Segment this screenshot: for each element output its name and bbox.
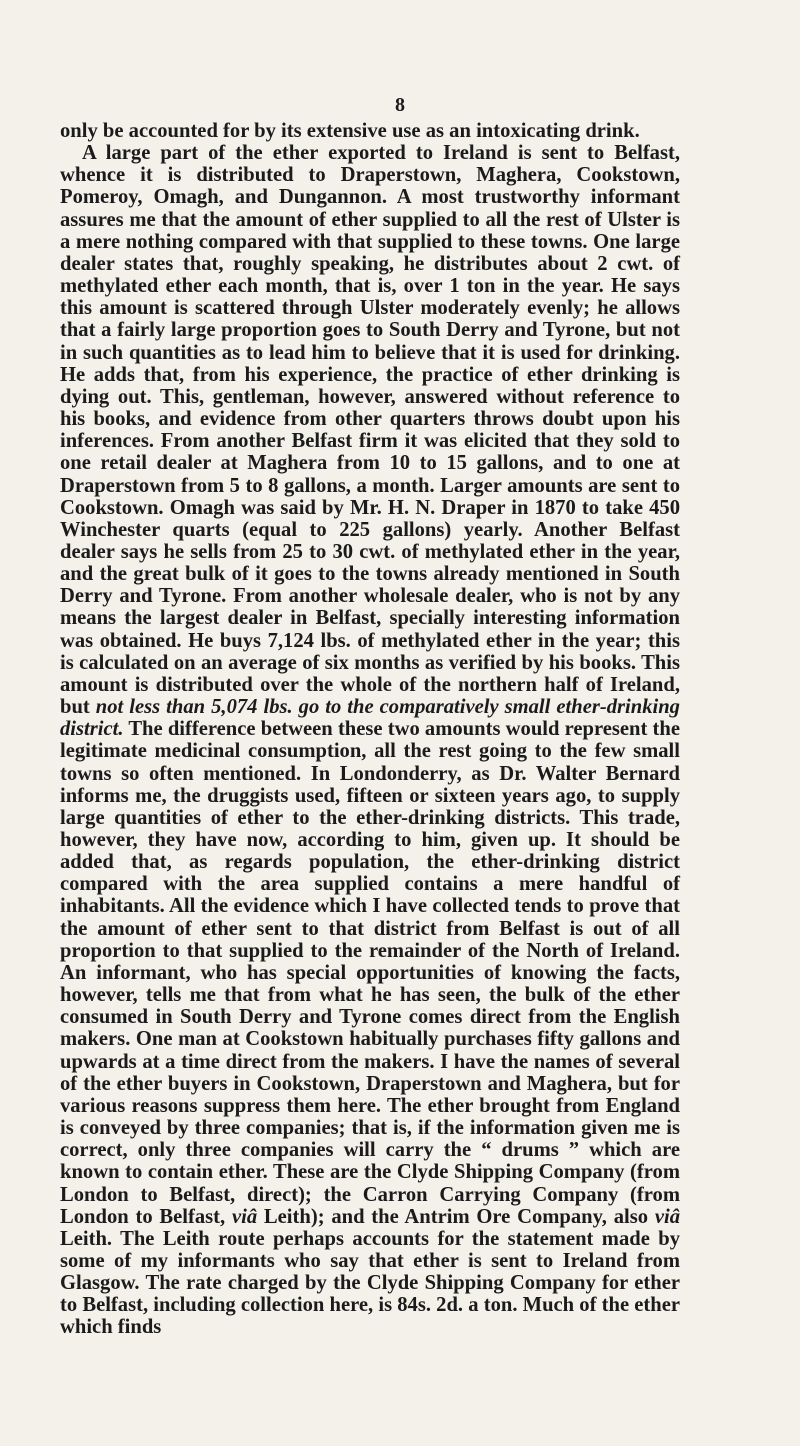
text-segment: A large part of the ether exported to Ireland is sent to Belfast, whence it is distributed to Draperstown, Maghera, Cookstown, Pomeroy, Omagh, and Dungannon. A most trustworthy informant assures me that the amount of ether supplied to all the rest of Ulster is a mere nothing compared with that supplied to these towns. One large dealer states that, roughly speaking, he distributes about 2 cwt. of methylated ether each month, that is, over 1 ton in the year. He says this amount is scattered through Ulster moderately evenly; he allows that a fairly large proportion goes to South Derry and Tyrone, but not in such quantities as to lead him to believe that it is used for drinking. He adds that, from his experience, the practice of ether drinking is dying out. This, gentleman, however, answered without reference to his books, and evidence from other quarters throws doubt upon his inferences. From another Belfast firm it was elicited that they sold to one retail dealer at Maghera from 10 to 15 gallons, and to one at Draperstown from 5 to 8 gallons, a month. Larger amounts are sent to Cookstown. Omagh was said by Mr. H. N. Draper in 1870 to take 450 Winchester quarts (equal to 225 gallons) yearly. Another Belfast dealer says he sells from 25 to 30 cwt. of methylated ether in the year, and the great bulk of it goes to the towns already mentioned in South Derry and Tyrone. From another wholesale dealer, who is not by any means the largest dealer in Belfast, specially interesting information was obtained. He buys 7,124 lbs. of methylated ether in the year; this is calculated on an average of six months as verified by his books. This amount is distributed over the whole of the northern half of Ireland, but [60, 142, 680, 719]
page-number: 8 [395, 94, 405, 116]
paragraph-ether-distribution [60, 142, 680, 1338]
italic-segment: viâ [654, 1205, 680, 1228]
text-segment: Leith. The Leith route perhaps accounts for the statement made by some of my informants who say that ether is sent to Ireland from Glasgow. The rate charged by the Clyde Shipping Company for ether to Belfast, including collection here, is 84s. 2d. a ton. Much of the ether which finds [60, 1227, 680, 1339]
text-segment: Leith); and the Antrim Ore Company, also [257, 1205, 655, 1228]
text-segment: The difference between these two amounts would represent the legitimate medicinal consumption, all the rest going to the few small towns so often mentioned. In Londonderry, as Dr. Walter Bernard informs me, the druggists used, fifteen or sixteen years ago, to supply large quantities of ether to the ether-drinking districts. This trade, however, they have now, according to him, given up. It should be added that, as regards population, the ether-drinking district compared with the area supplied contains a mere handful of inhabitants. All the evidence which I have collected tends to prove that the amount of ether sent to that district from Belfast is out of all proportion to that supplied to the remainder of the North of Ireland. An informant, who has special opportunities of knowing the facts, however, tells me that from what he has seen, the bulk of the ether consumed in South Derry and Tyrone comes direct from the English makers. One man at Cookstown habitually purchases fifty gallons and upwards at a time direct from the makers. I have the names of several of the ether buyers in Cookstown, Draperstown and Maghera, but for various reasons suppress them here. The ether brought from England is conveyed by three companies; that is, if the information given me is correct, only three companies will carry the “ drums ” which are known to contain ether. These are the Clyde Shipping Company (from London to Belfast, direct); the Carron Carrying Company (from London to Belfast, [60, 718, 680, 1228]
body-text [60, 120, 680, 1339]
text-segment: only be accounted for by its extensive use as an intoxicating drink. [60, 120, 640, 142]
italic-segment: viâ [231, 1205, 258, 1228]
paragraph-continuation [60, 120, 680, 142]
italic-segment: not less than 5,074 lbs. go to the comparatively small ether-drinking district. [60, 696, 680, 741]
